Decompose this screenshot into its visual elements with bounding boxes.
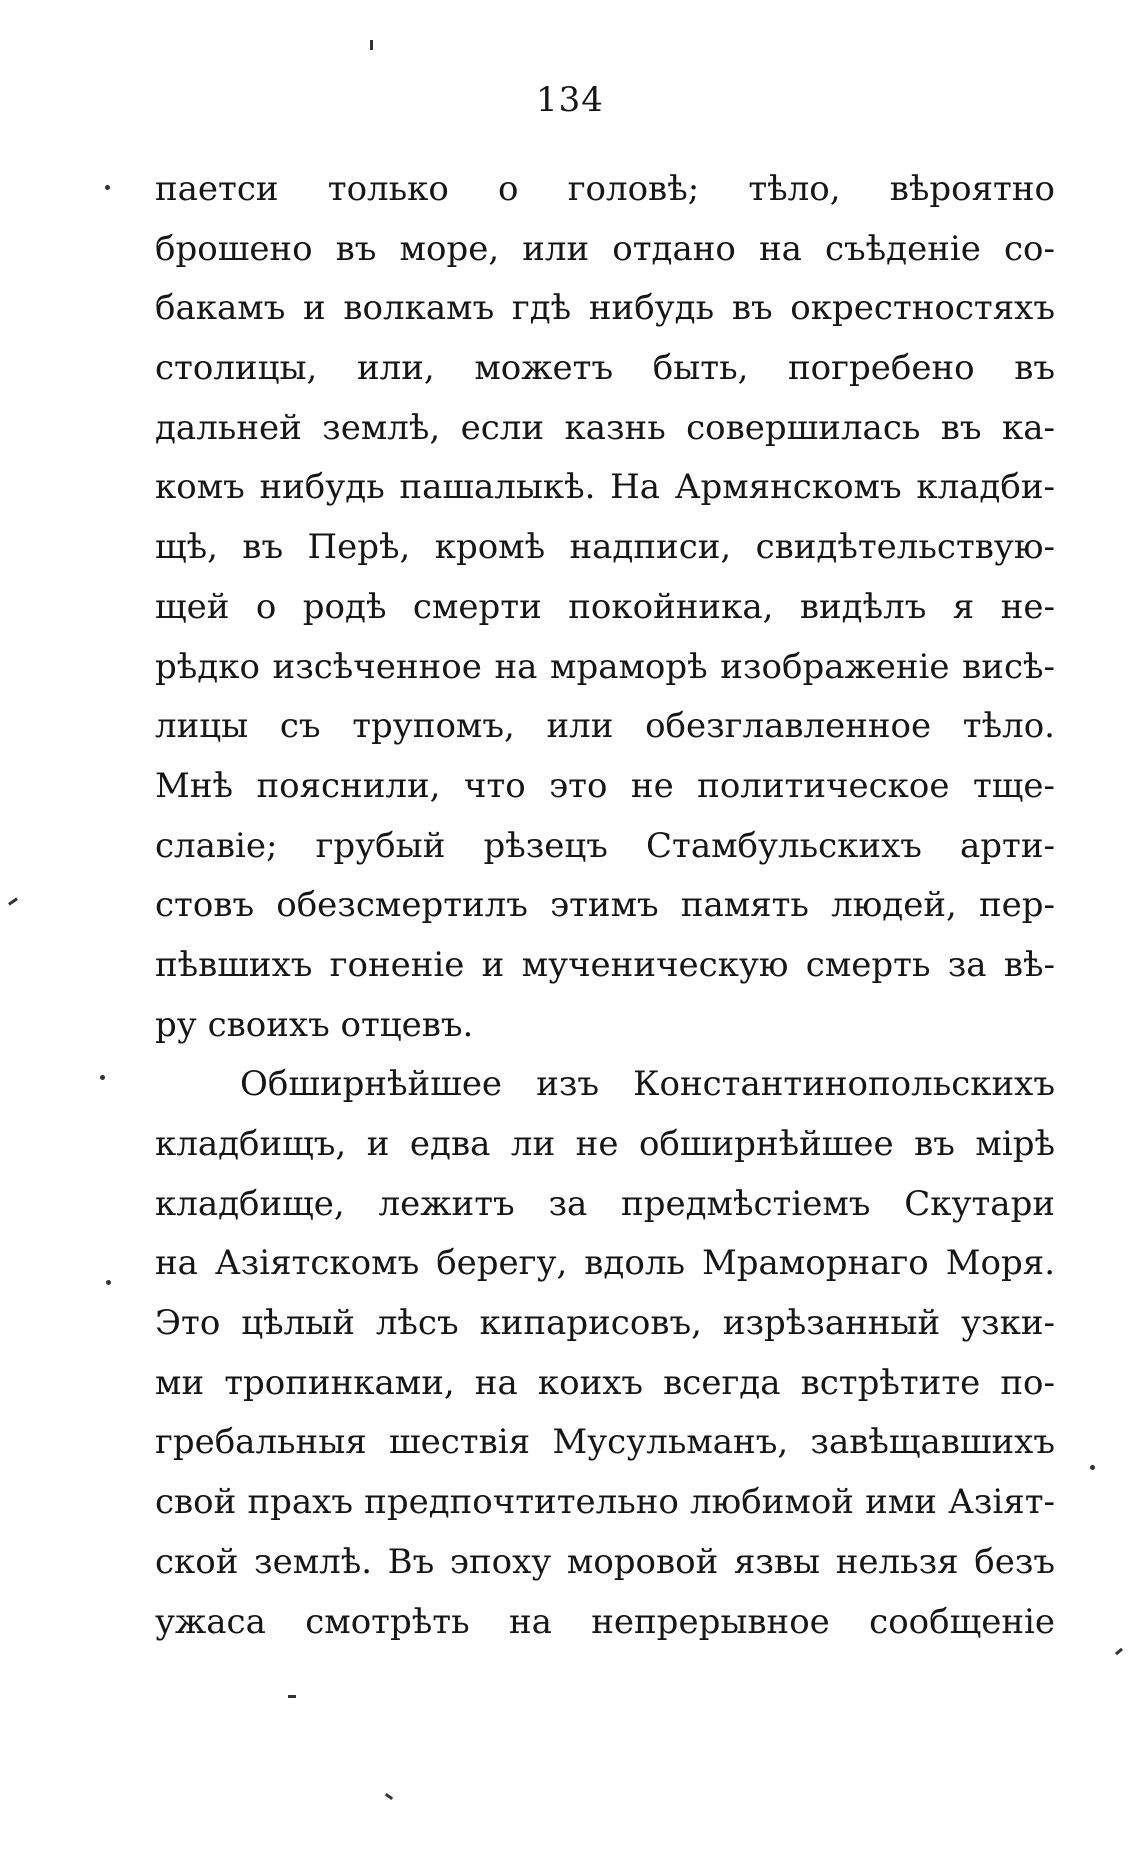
text-line: ми тропинками, на коихъ всегда встрѣтите по- [155, 1362, 1055, 1403]
text-line: стовъ обезсмертилъ этимъ память людей, пер- [155, 885, 1055, 926]
scan-speck [1115, 1648, 1123, 1655]
text-line: славіе; грубый рѣзецъ Стамбульскихъ арти- [155, 825, 1055, 866]
scan-speck [100, 1075, 105, 1080]
scan-speck [370, 40, 373, 50]
scan-speck [105, 185, 110, 190]
text-line: Мнѣ пояснили, что это не политическое тще- [155, 765, 1055, 806]
text-line: лицы съ трупомъ, или обезглавленное тѣло. [155, 706, 1055, 747]
text-line: столицы, или, можетъ быть, погребено въ [155, 348, 1055, 389]
text-line: рѣдко изсѣченное на мраморѣ изображеніе висѣ- [155, 646, 1055, 687]
text-line: бакамъ и волкамъ гдѣ нибудь въ окрестностяхъ [155, 288, 1055, 329]
body-text [155, 160, 1055, 1652]
text-line: Это цѣлый лѣсъ кипарисовъ, изрѣзанный узки- [155, 1303, 1055, 1344]
text-line: брошено въ море, или отдано на съѣденіе со- [155, 228, 1055, 269]
text-line: пѣвшихъ гоненіе и мученическую смерть за вѣ- [155, 944, 1055, 985]
scan-speck [385, 1793, 393, 1800]
text-line: комъ нибудь пашалыкѣ. На Армянскомъ кладби- [155, 467, 1055, 508]
scan-speck [8, 897, 18, 905]
text-line: ской землѣ. Въ эпоху моровой язвы нельзя безъ [155, 1541, 1055, 1582]
scan-speck [1090, 1465, 1095, 1470]
text-line: дальней землѣ, если казнь совершилась въ ка- [155, 407, 1055, 448]
text-line: кладбищъ, и едва ли не обширнѣйшее въ мірѣ [155, 1124, 1055, 1164]
text-line: щей о родѣ смерти покойника, видѣлъ я не- [155, 586, 1055, 627]
text-line: свой прахъ предпочтительно любимой ими Азіят- [155, 1482, 1055, 1523]
text-line: на Азіятскомъ берегу, вдоль Мраморнаго Моря. [155, 1243, 1055, 1284]
text-line: паетси только о головѣ; тѣло, вѣроятно [155, 169, 1055, 209]
paragraph-end-line: ру своихъ отцевъ. [155, 1004, 474, 1045]
scan-speck [288, 1695, 296, 1698]
text-line: гребальныя шествія Мусульманъ, завѣщавшихъ [155, 1422, 1055, 1463]
paragraph-first-line: Обширнѣйшее изъ Константинопольскихъ [240, 1064, 1055, 1105]
text-line: ужаса смотрѣть на непрерывное сообщеніе [155, 1601, 1055, 1642]
page-number: 134 [536, 80, 604, 120]
text-line: щѣ, въ Перѣ, кромѣ надписи, свидѣтельствую- [155, 527, 1055, 568]
text-line: кладбище, лежитъ за предмѣстіемъ Скутари [155, 1183, 1055, 1224]
scan-speck [106, 1280, 111, 1285]
